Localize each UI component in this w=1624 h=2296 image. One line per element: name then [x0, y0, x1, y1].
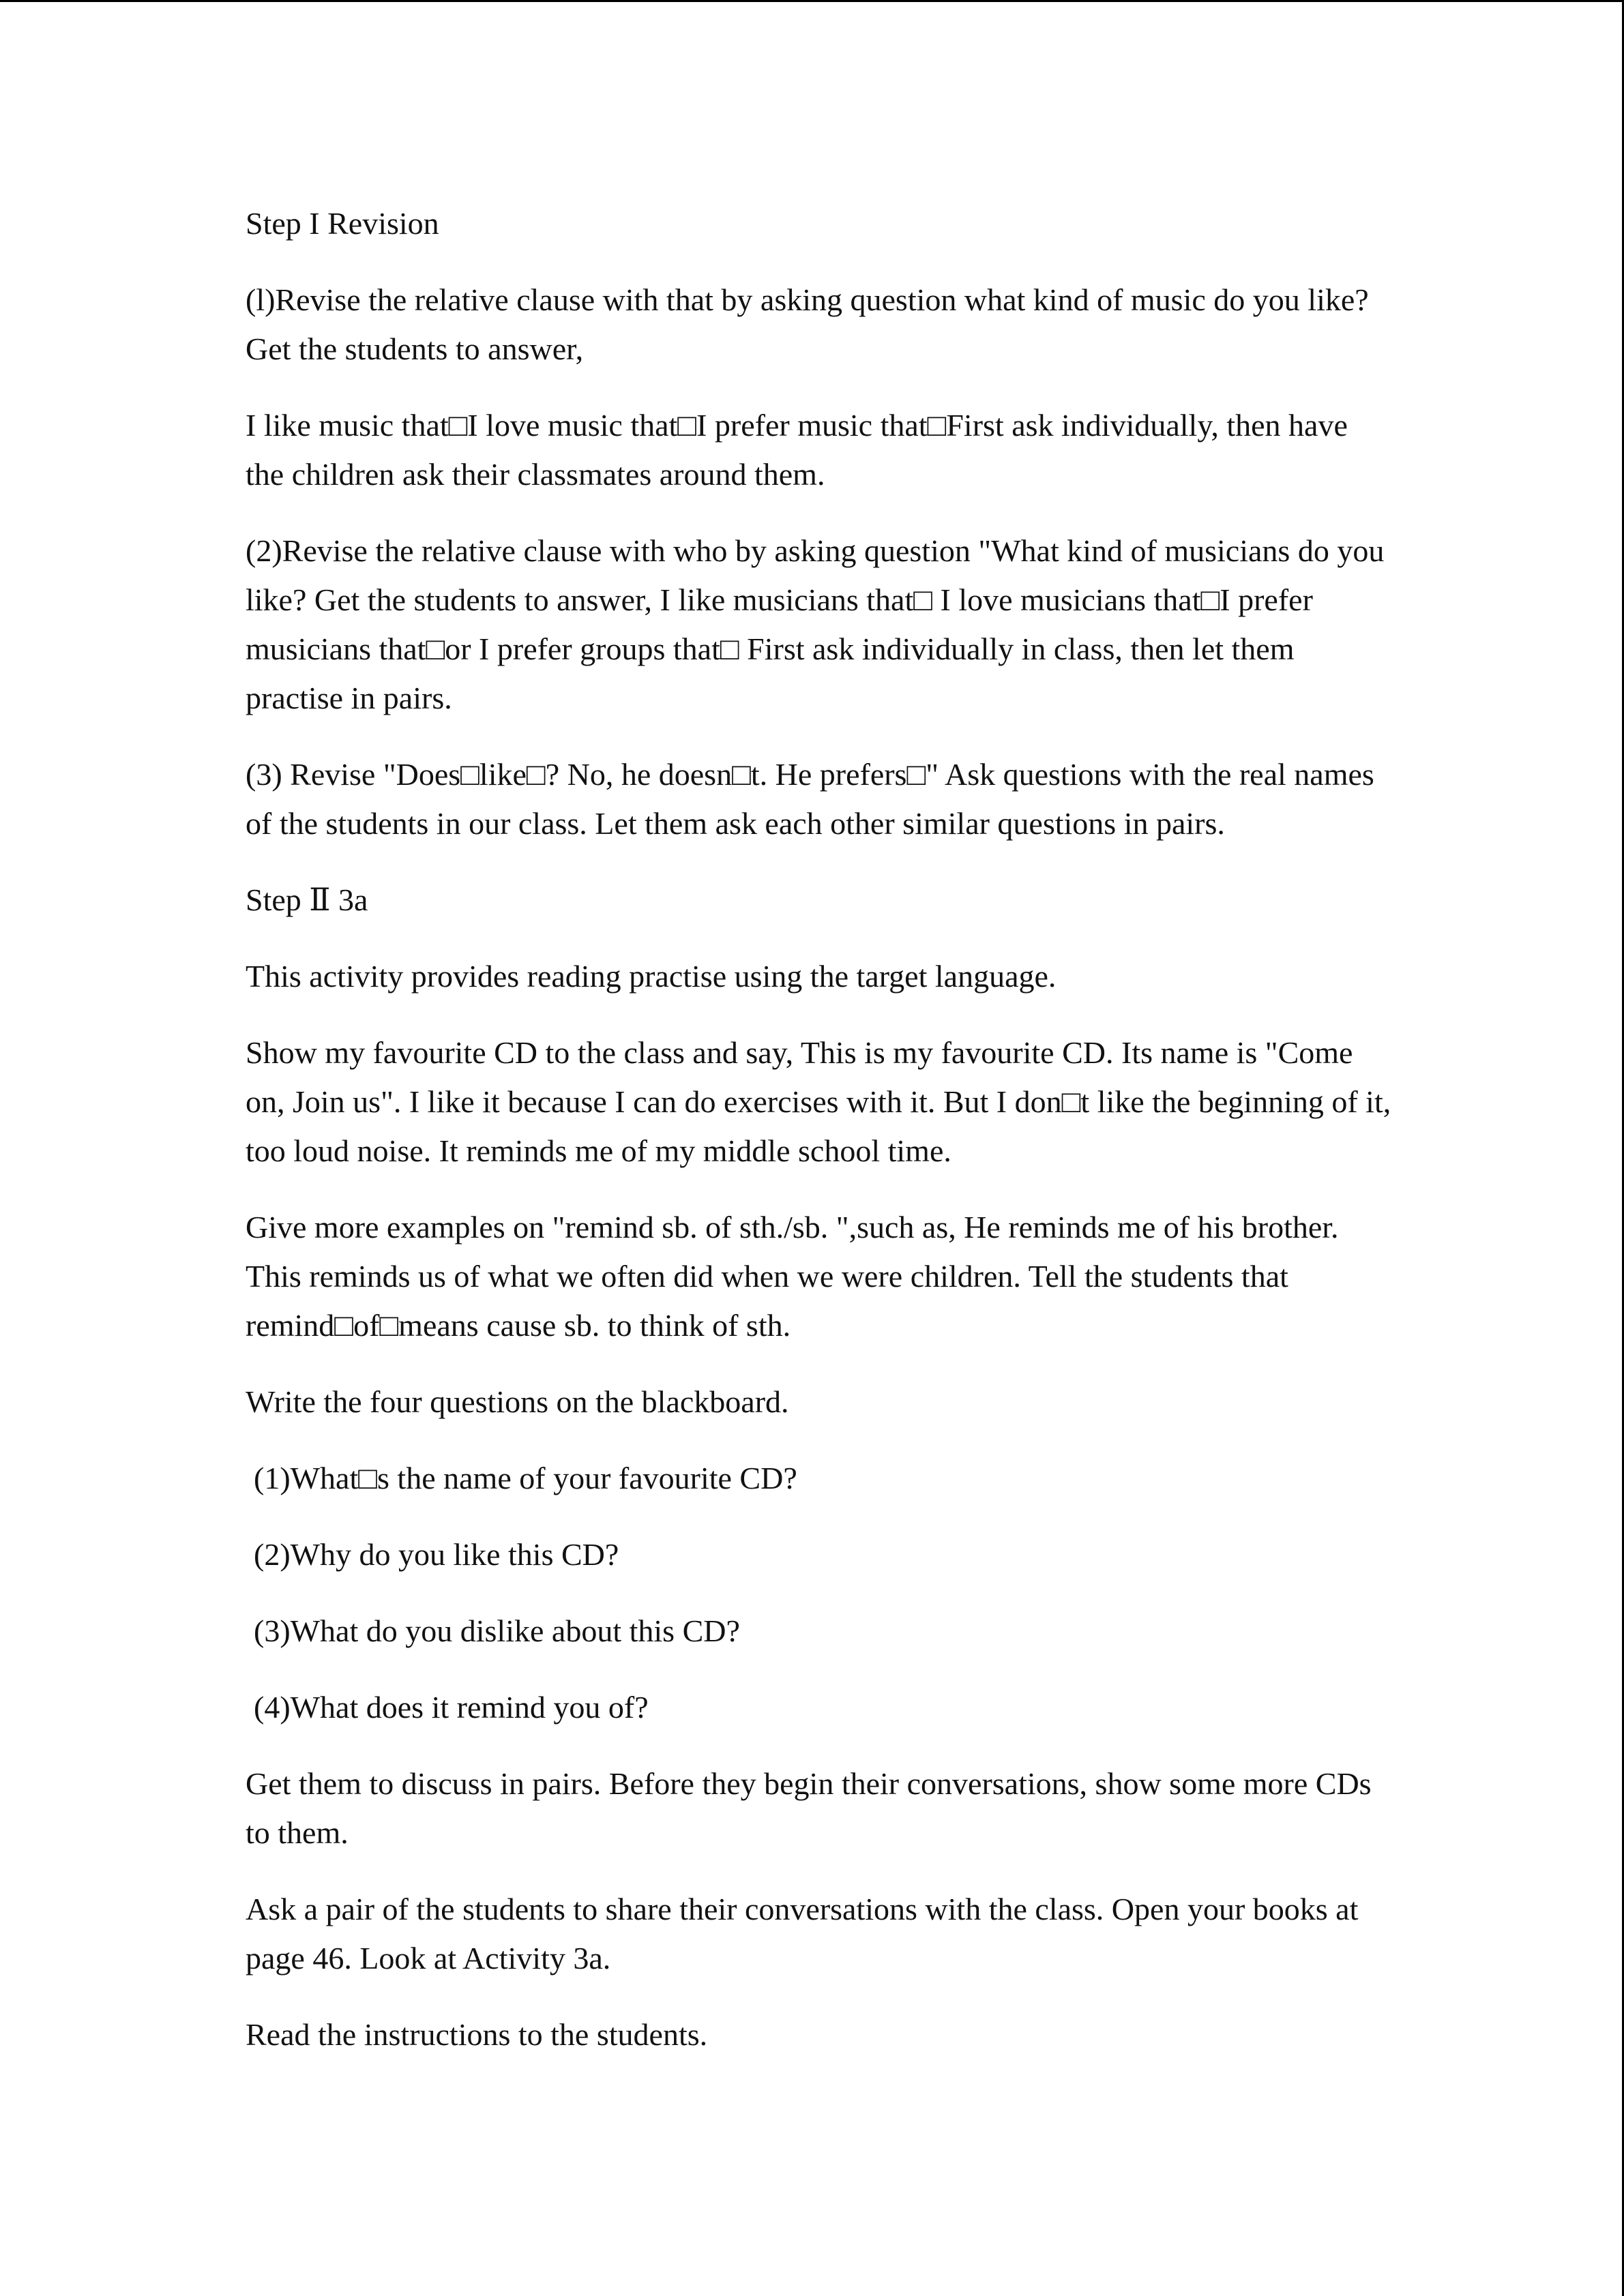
- paragraph-remind-examples: Give more examples on "remind sb. of sth./sb. ",such as, He reminds me of his brother. This reminds us of what we often did when we were children. Tell the students that remind□of□means cause sb. to think of sth.: [246, 1210, 1339, 1343]
- paragraph-activity-intro: This activity provides reading practise using the target language.: [246, 959, 1057, 994]
- paragraph-favourite-cd: Show my favourite CD to the class and say, This is my favourite CD. Its name is "Come on, Join us". I like it because I can do exercises with it. But I don□t like the beginning of it, too loud noise. It reminds me of my middle school time.: [246, 1035, 1391, 1168]
- paragraph-music-examples: I like music that□I love music that□I prefer music that□First ask individually, then have the children ask their classmates around them.: [246, 408, 1348, 492]
- question-1: (1)What□s the name of your favourite CD?: [254, 1461, 797, 1495]
- paragraph-read-instructions: Read the instructions to the students.: [246, 2017, 708, 2052]
- paragraph-revision-2: (2)Revise the relative clause with who by asking question "What kind of musicians do you like? Get the students to answer, I like musicians that□ I love musicians that□I prefer musicians that□or I prefer groups that□ First ask individually in class, then let them practise in pairs.: [246, 533, 1385, 715]
- step-1-heading: Step I Revision: [246, 206, 439, 241]
- paragraph-share-conversations: Ask a pair of the students to share their conversations with the class. Open your books at page 46. Look at Activity 3a.: [246, 1892, 1359, 1976]
- paragraph-revision-1: (l)Revise the relative clause with that by asking question what kind of music do you like? Get the students to answer,: [246, 282, 1369, 366]
- step-2-heading: Step Ⅱ 3a: [246, 882, 368, 917]
- question-4: (4)What does it remind you of?: [254, 1690, 649, 1725]
- paragraph-discuss-pairs: Get them to discuss in pairs. Before they begin their conversations, show some more CDs to them.: [246, 1766, 1372, 1850]
- question-2: (2)Why do you like this CD?: [254, 1537, 619, 1572]
- question-3: (3)What do you dislike about this CD?: [254, 1613, 740, 1648]
- paragraph-revision-3: (3) Revise "Does□like□? No, he doesn□t. He prefers□" Ask questions with the real names of the students in our class. Let them ask each other similar questions in pairs.: [246, 757, 1374, 841]
- paragraph-blackboard: Write the four questions on the blackboard.: [246, 1384, 789, 1419]
- document-body: [246, 199, 1391, 2087]
